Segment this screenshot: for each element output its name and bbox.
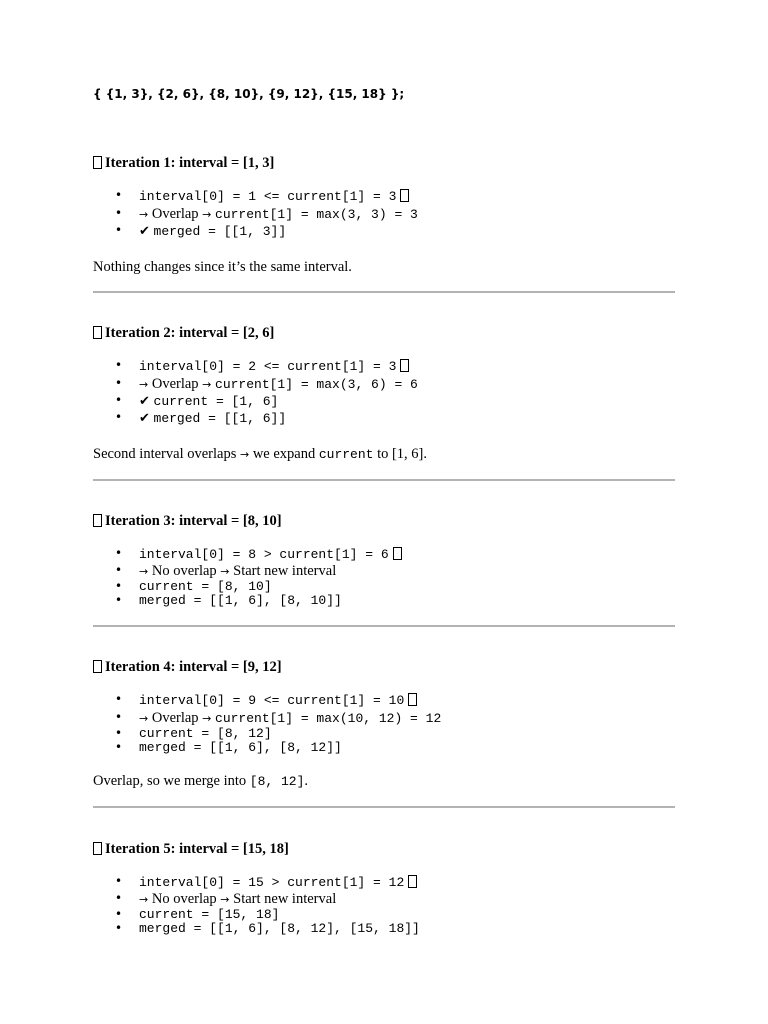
missing-glyph-icon: [400, 359, 409, 372]
list-item: • → No overlap → Start new interval: [115, 563, 337, 579]
list-item: • ✔ merged = [[1, 3]]: [115, 223, 287, 239]
checkmark-icon: ✔: [139, 224, 150, 239]
iteration-1-note: Nothing changes since it’s the same interval.: [93, 259, 352, 275]
section-divider: [93, 806, 675, 808]
arrow-right-icon: →: [139, 712, 149, 725]
list-item: • interval[0] = 9 <= current[1] = 10: [93, 692, 441, 710]
missing-glyph-icon: [93, 514, 102, 527]
iteration-2-bullets: [93, 358, 418, 427]
missing-glyph-icon: [93, 326, 102, 339]
section-divider: [93, 291, 675, 293]
list-item: • ✔ current = [1, 6]: [115, 393, 279, 409]
iteration-1-section: [93, 154, 675, 275]
section-divider: [93, 479, 675, 481]
iteration-1-bullets: [93, 188, 418, 240]
intervals-header: { {1, 3}, {2, 6}, {8, 10}, {9, 12}, {15, 18} };: [93, 87, 405, 101]
list-item: • current = [8, 12]: [115, 726, 272, 741]
list-item: • current = [8, 10]: [115, 579, 272, 594]
arrow-right-icon: →: [220, 565, 230, 578]
checkmark-icon: ✔: [139, 411, 150, 426]
list-item: • merged = [[1, 6], [8, 12]]: [115, 740, 342, 755]
list-item: • → Overlap → current[1] = max(10, 12) = 12: [115, 710, 442, 726]
iteration-4-note: Overlap, so we merge into [8, 12].: [93, 773, 309, 789]
list-item: • merged = [[1, 6], [8, 12], [15, 18]]: [115, 921, 420, 936]
section-divider: [93, 625, 675, 627]
iteration-5-heading: Iteration 5: interval = [15, 18]: [93, 840, 675, 858]
iteration-3-heading: Iteration 3: interval = [8, 10]: [93, 512, 675, 530]
missing-glyph-icon: [93, 660, 102, 673]
missing-glyph-icon: [400, 189, 409, 202]
iteration-4-bullets: [93, 692, 441, 754]
iteration-1-heading: Iteration 1: interval = [1, 3]: [93, 154, 675, 172]
iteration-2-section: [93, 324, 675, 462]
arrow-right-icon: →: [202, 712, 212, 725]
checkmark-icon: ✔: [139, 394, 150, 409]
arrow-right-icon: →: [239, 448, 250, 461]
list-item: • → Overlap → current[1] = max(3, 6) = 6: [115, 376, 418, 392]
iteration-5-section: [93, 840, 675, 936]
iteration-5-bullets: [93, 874, 420, 935]
arrow-right-icon: →: [220, 893, 230, 906]
arrow-right-icon: →: [139, 893, 149, 906]
missing-glyph-icon: [93, 156, 102, 169]
missing-glyph-icon: [93, 842, 102, 855]
iteration-4-heading: Iteration 4: interval = [9, 12]: [93, 658, 675, 676]
list-item: • ✔ merged = [[1, 6]]: [115, 410, 287, 426]
iteration-3-section: [93, 512, 675, 608]
list-item: • interval[0] = 15 > current[1] = 12: [93, 874, 420, 891]
list-item: • → No overlap → Start new interval: [115, 891, 337, 907]
arrow-right-icon: →: [139, 565, 149, 578]
list-item: • interval[0] = 1 <= current[1] = 3: [93, 188, 418, 206]
list-item: • → Overlap → current[1] = max(3, 3) = 3: [115, 206, 418, 222]
arrow-right-icon: →: [202, 208, 212, 221]
list-item: • merged = [[1, 6], [8, 10]]: [115, 593, 342, 608]
arrow-right-icon: →: [139, 208, 149, 221]
arrow-right-icon: →: [139, 378, 149, 391]
iteration-3-bullets: [93, 546, 402, 607]
list-item: • interval[0] = 8 > current[1] = 6: [93, 546, 402, 563]
iteration-4-section: [93, 658, 675, 789]
arrow-right-icon: →: [202, 378, 212, 391]
list-item: • interval[0] = 2 <= current[1] = 3: [93, 358, 418, 376]
iteration-2-heading: Iteration 2: interval = [2, 6]: [93, 324, 675, 342]
missing-glyph-icon: [408, 875, 417, 888]
missing-glyph-icon: [393, 547, 402, 560]
list-item: • current = [15, 18]: [115, 907, 280, 922]
iteration-2-note: Second interval overlaps → we expand current to [1, 6].: [93, 446, 428, 462]
missing-glyph-icon: [408, 693, 417, 706]
